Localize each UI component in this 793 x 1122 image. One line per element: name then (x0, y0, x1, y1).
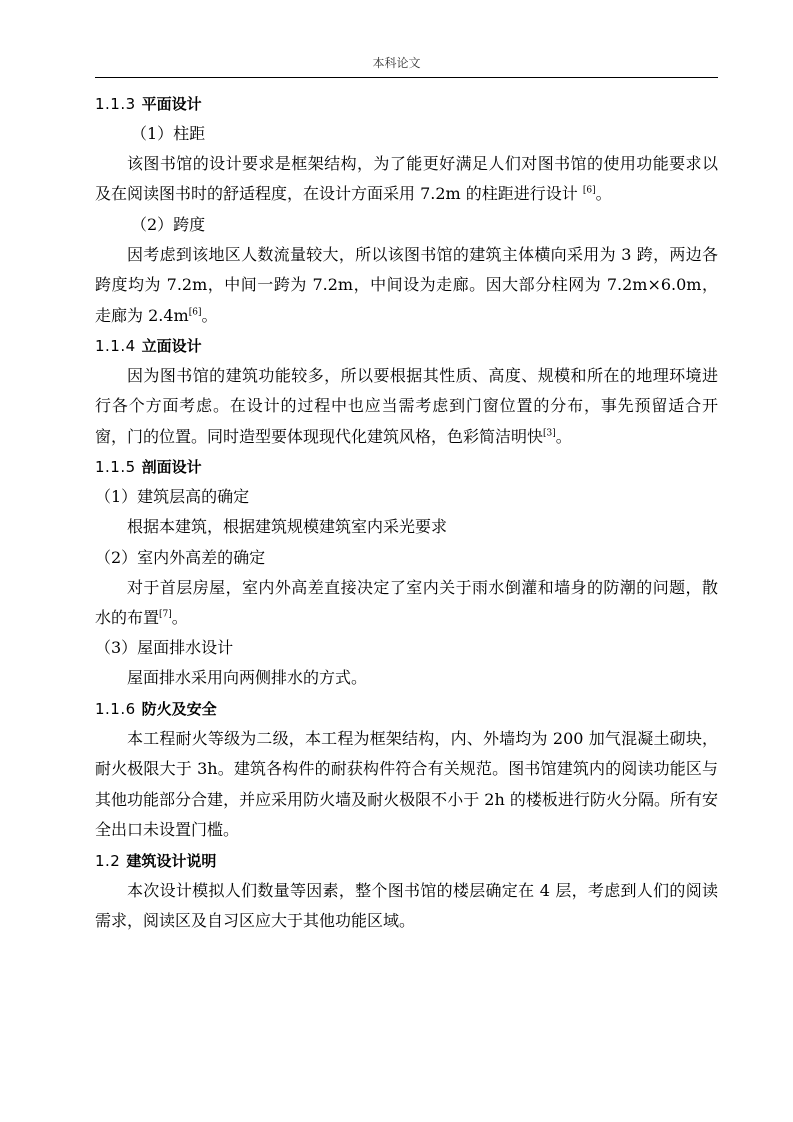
section-heading-1-1-5 (95, 452, 718, 482)
paragraph-text: 因为图书馆的建筑功能较多，所以要根据其性质、高度、规模和所在的地理环境进行各个方面考虑。在设计的过程中也应当需考虑到门窗位置的分布，事先预留适合开窗，门的位置。同时造型要体现现代化建筑风格，色彩简洁明快 (95, 366, 718, 446)
paragraph-text: 对于首层房屋，室内外高差直接决定了室内关于雨水倒灌和墙身的防潮的问题，散水的布置 (95, 577, 718, 628)
paragraph: 本工程耐火等级为二级，本工程为框架结构，内、外墙均为 200 加气混凝土砌块，耐火极限大于 3h。建筑各构件的耐获构件符合有关规范。图书馆建筑内的阅读功能区与其他功能部分合建，并应采用防火墙及耐火极限不小于 2h 的楼板进行防火分隔。所有安全出口未设置门槛。 (95, 728, 718, 840)
paragraph: 屋面排水采用向两侧排水的方式。 (127, 668, 368, 688)
section-heading-1-1-4 (95, 331, 718, 361)
section-number: 1.1.3 (95, 95, 136, 113)
paragraph-text: 因考虑到该地区人数流量较大，所以该图书馆的建筑主体横向采用为 3 跨，两边各跨度均为 7.2m，中间一跨为 7.2m，中间设为走廊。因大部分柱网为 7.2m×6.0m，走廊为 2.4m (95, 244, 718, 325)
section-number: 1.1.6 (95, 699, 136, 718)
section-title: 防火及安全 (141, 699, 217, 718)
section-number: 1.2 (95, 851, 121, 870)
section-heading-1-2 (95, 846, 718, 876)
section-title: 立面设计 (141, 337, 202, 356)
subitem-floor-height: （1）建筑层高的确定 (95, 487, 250, 507)
header-rule (95, 77, 718, 78)
paragraph: 根据本建筑，根据建筑规模建筑室内采光要求 (127, 517, 448, 537)
section-title: 剖面设计 (141, 458, 202, 477)
paragraph-end: 。 (201, 305, 218, 325)
section-title: 平面设计 (141, 95, 202, 113)
paragraph: 本次设计模拟人们数量等因素，整个图书馆的楼层确定在 4 层，考虑到人们的阅读需求，阅读区及自习区应大于其他功能区域。 (95, 880, 718, 930)
section-number: 1.1.5 (95, 458, 136, 477)
subitem-column-spacing: （1）柱距 (131, 124, 206, 143)
document-body (95, 89, 718, 936)
section-title: 建筑设计说明 (126, 851, 217, 870)
paragraph (95, 573, 718, 634)
section-heading-1-1-6 (95, 694, 718, 724)
citation-ref: [6] (582, 186, 596, 197)
subitem-roof-drainage: （3）屋面排水设计 (95, 638, 234, 658)
paragraph-end: 。 (555, 426, 572, 446)
section-heading-1-1-3 (95, 89, 718, 119)
paragraph (95, 240, 718, 331)
paragraph-text: 该图书馆的设计要求是框架结构，为了能更好满足人们对图书馆的使用功能要求以及在阅读图书时的舒适程度，在设计方面采用 7.2m 的柱距进行设计 (95, 154, 718, 204)
paragraph (95, 149, 718, 210)
paragraph-end: 。 (595, 184, 612, 204)
page-header: 本科论文 (372, 56, 421, 70)
citation-ref: [6] (188, 307, 202, 318)
citation-ref: [7] (159, 609, 172, 620)
subitem-span: （2）跨度 (131, 214, 206, 234)
subitem-elevation-difference: （2）室内外高差的确定 (95, 547, 266, 567)
section-number: 1.1.4 (95, 337, 136, 356)
citation-ref: [3] (543, 428, 556, 439)
paragraph-end: 。 (171, 608, 188, 628)
paragraph (95, 361, 718, 452)
